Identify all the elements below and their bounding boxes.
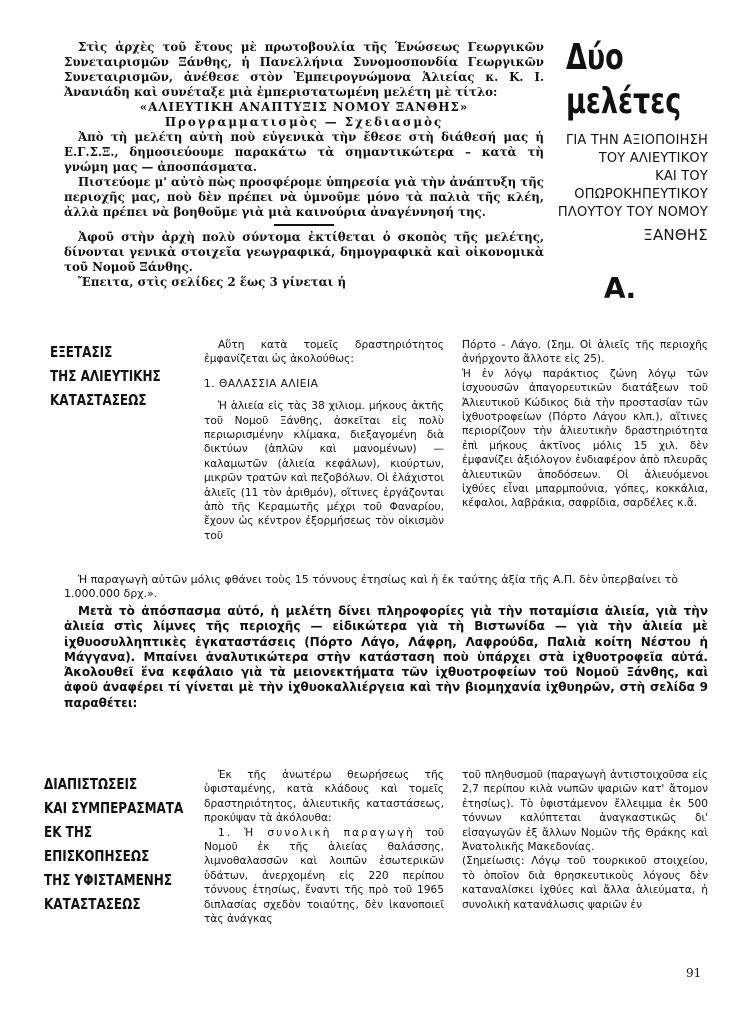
column-2-paragraph-2: Ἡ ἐν λόγῳ παράκτιος ζώνη λόγῳ τῶν ἰσχυουσῶν ἀπαγορευτικῶν διατάξεων τοῦ Ἁλιευτικοῦ Κώδικος διὰ τὴν προστασίαν τῶν ἰχθυοτροφείων (Πόρτο Λάγου κλπ.), αἵτινες περιορίζουν τὴν ἁλιευτικὴν δραστηριότητα ἐπὶ μήκους ἀκτῖνος μόλις 15 χιλ. δὲν ἐμφανίζει ἀξιόλογον ἐνδιαφέρον ἀπὸ πλευρᾶς ἁλιευτικῶν ἀποδόσεων. Οἱ ἁλιευόμενοι ἰχθύες εἶναι μπαρμπούνια, γόπες, κοκκάλια, κέφαλοι, λαβράκια, σαφρίδια, σαρδέλες κ.ἄ. bbox=[462, 367, 708, 510]
column-2-paragraph-1: Πόρτο - Λάγο. (Σημ. Οἱ ἁλιεῖς τῆς περιοχῆς ἀνήρχοντο ἄλλοτε εἰς 25). bbox=[462, 339, 708, 366]
heading-line: ΕΠΙΣΚΟΠΗΣΕΩΣ bbox=[44, 847, 150, 865]
subheadline-line: ΓΙΑ ΤΗΝ ΑΞΙΟΠΟΙΗΣΗ bbox=[565, 133, 708, 148]
heading-line: ΚΑΤΑΣΤΑΣΕΩΣ bbox=[50, 391, 147, 409]
section-divider bbox=[274, 224, 334, 226]
heading-line: ΚΑΤΑΣΤΑΣΕΩΣ bbox=[44, 895, 141, 913]
subheadline-line: ΞΑΝΘΗΣ bbox=[643, 226, 708, 244]
intro-paragraph-2: Ἀπὸ τὴ μελέτη αὐτὴ ποὺ εὐγενικὰ τὴν ἔθεσε στὴ διάθεσή μας ἡ Ε.Γ.Σ.Ξ., δημοσιεύουμε παρακάτω τὰ σημαντικώτερα – κατὰ τὴ γνώμη μας — ἀποσπάσματα. bbox=[64, 130, 544, 174]
article-headline bbox=[566, 36, 682, 124]
summary-paragraph: Μετὰ τὸ ἀπόσπασμα αὐτό, ἡ μελέτη δίνει πληροφορίες γιὰ τὴν ποταμίσια ἁλιεία, γιὰ τὴν ἁλιεία στὶς λίμνες τῆς περιοχῆς — εἰδικώτερα γιὰ τὴ Βιστωνίδα — γιὰ τὴν ἁλιεία μὲ ἰχθυοσυλληπτικὲς ἐγκαταστάσεις (Πόρτο Λάγο, Λάφρη, Λαφρούδα, Παλιὰ κοίτη Νέστου ἡ Μάγγανα). Μπαίνει ἀναλυτικώτερα στὴν κατάσταση ποὺ ὑπάρχει στὰ ἰχθυοτροφεῖα αὐτά. Ἀκολουθεῖ ἕνα κεφάλαιο γιὰ τὰ μειονεκτήματα τῶν ἰχθυοτροφείων τοῦ Νομοῦ Ξάνθης, καὶ ἀφοῦ ἀναφέρει τί γίνεται μὲ τὴν ἰχθυοκαλλιέργεια καὶ τὴν βιομηχανία ἰχθυηρῶν, στὴ σελίδα 9 παραθέτει: bbox=[64, 604, 708, 710]
intro-paragraph-5: Ἔπειτα, στὶς σελίδες 2 ἕως 3 γίνεται ἡ bbox=[78, 275, 347, 289]
total-production-text: τοῦ Νομοῦ ἐκ τῆς ἁλιείας θαλάσσης, λιμνοθαλασσῶν καὶ λοιπῶν ἐσωτερικῶν ὑδάτων, ἀνερχομένη εἰς 220 περίπου τόννους ἐτησίως, ἔναντι τῆς πρὸ τοῦ 1965 διπλασίας σχεδὸν τοιαύτης, δὲν ἱκανοποιεῖ τὰς ἀνάγκας bbox=[204, 826, 445, 926]
article-subheadline bbox=[556, 132, 708, 244]
column-1 bbox=[204, 338, 444, 543]
section-heading-examination bbox=[50, 340, 194, 412]
heading-line: ΚΑΙ ΣΥΜΠΕΡΑΣΜΑΤΑ bbox=[44, 799, 184, 817]
intro-paragraph-3: Πιστεύομε μ' αὐτὸ πὼς προσφέρομε ὑπηρεσία γιὰ τὴν ἀνάπτυξη τῆς περιοχῆς μας, ποὺ δὲν πρέπει νὰ ὑμνοῦμε μόνο τὰ παλιὰ τῆς κλέη, ἀλλὰ πρέπει νὰ βοηθοῦμε γιὰ μιὰ καινούρια ἀναγέννησή της. bbox=[64, 175, 544, 219]
subheadline-line: ΠΛΟΥΤΟΥ ΤΟΥ ΝΟΜΟΥ bbox=[557, 205, 708, 220]
intro-paragraph-1: Στὶς ἀρχὲς τοῦ ἔτους μὲ πρωτοβουλία τῆς Ἑνώσεως Γεωργικῶν Συνεταιρισμῶν Ξάνθης, ἡ Πανελλήνια Συνομοσπονδία Γεωργικῶν Συνεταιρισμῶν, ἀνέθεσε στὸν Ἐμπειρογνώμονα Ἁλιείας κ. Κ. Ι. Ἀνανιάδη καὶ συνέταξε μιὰ ἐμπεριστατωμένη μελέτη μὲ τίτλο: bbox=[64, 40, 544, 99]
column-3-paragraph-1: Ἐκ τῆς ἀνωτέρω θεωρήσεως τῆς ὑφισταμένης, κατὰ κλάδους καὶ τομεῖς δραστηριότητος, ἁλιευτικῆς καταστάσεως, προκύψαν τὰ ἀκόλουθα: bbox=[204, 769, 444, 825]
production-note-text: Ἡ παραγωγὴ αὐτῶν μόλις φθάνει τοὺς 15 τόννους ἐτησίως καὶ ἡ ἐκ ταύτης ἀξία τῆς Α.Π. δὲν ὑπερβαίνει τὸ 1.000.000 δρχ.». bbox=[64, 573, 678, 600]
column-4 bbox=[462, 768, 708, 912]
subheadline-line: ΤΟΥ ΑΛΙΕΥΤΙΚΟΥ bbox=[598, 151, 708, 166]
column-1-paragraph-2: Ἡ ἁλιεία εἰς τὰς 38 χιλιομ. μήκους ἀκτῆς τοῦ Νομοῦ Ξάνθης, ἀσκεῖται εἰς πολὺ περιωρισμένην κλίμακα, διεξαγομένη διὰ δικτύων (ἁπλῶν καὶ μανομένων) — καλαμωτῶν (ἁλιεία κεφάλων), κιούρτων, μικρῶν τρατῶν καὶ πεζοβόλων. Οἱ ἐλάχιστοι ἁλιεῖς (11 τὸν ἀριθμόν), οἵτινες ἐργάζονται ἀπὸ τῆς Κεραμωτῆς μέχρι τοῦ Φαναρίου, ἔχουν ὡς κέντρον ἐξορμήσεως τὸν οἰκισμὸν τοῦ bbox=[204, 400, 444, 542]
subsection-heading-sea-fishing: 1. ΘΑΛΑΣΣΙΑ ΑΛΙΕΙΑ bbox=[204, 377, 319, 390]
heading-line: ΤΗΣ ΑΛΙΕΥΤΙΚΗΣ bbox=[50, 367, 161, 385]
heading-line: ΔΙΑΠΙΣΤΩΣΕΙΣ bbox=[44, 775, 138, 793]
section-heading-findings bbox=[44, 772, 204, 916]
column-4-paragraph-2: (Σημείωσις: Λόγῳ τοῦ τουρκικοῦ στοιχείου, τὸ ὁποῖον διὰ θρησκευτικοὺς λόγους δὲν καταναλίσκει ἰχθύες καὶ ἄλλα ἁλιεύματα, ἡ συνολικὴ κατανάλωσις ψαριῶν ἐν bbox=[462, 855, 708, 911]
intro-text bbox=[64, 40, 544, 290]
heading-line: ΤΗΣ ΥΦΙΣΤΑΜΕΝΗΣ bbox=[44, 871, 173, 889]
study-subtitle: Προγραμματισμὸς — Σχεδιασμὸς bbox=[164, 115, 444, 129]
column-2 bbox=[462, 338, 708, 511]
subheadline-line: ΟΠΩΡΟΚΗΠΕΥΤΙΚΟΥ bbox=[574, 187, 708, 202]
production-note bbox=[64, 573, 712, 601]
subheadline-line: ΚΑΙ ΤΟΥ bbox=[655, 169, 708, 184]
column-3 bbox=[204, 768, 444, 926]
headline-line-2: μελέτες bbox=[566, 81, 682, 122]
total-production-lead: 1. Ἡ συνολικὴ παραγωγὴ bbox=[218, 826, 415, 839]
headline-line-1: Δύο bbox=[566, 37, 624, 78]
intro-paragraph-4: Ἀφοῦ στὴν ἀρχὴ πολὺ σύντομα ἐκτίθεται ὁ σκοπὸς τῆς μελέτης, δίνονται γενικὰ στοιχεῖα γεωγραφικά, δημογραφικὰ καὶ οἰκονομικὰ τοῦ Νομοῦ Ξάνθης. bbox=[64, 230, 544, 274]
column-1-paragraph-1: Αὕτη κατὰ τομεῖς δραστηριότητος ἐμφανίζεται ὡς ἀκολούθως: bbox=[204, 339, 444, 366]
heading-line: ΕΚ ΤΗΣ bbox=[44, 823, 93, 841]
column-3-paragraph-2 bbox=[204, 826, 444, 927]
column-4-paragraph-1: τοῦ πληθυσμοῦ (παραγωγὴ ἀντιστοιχοῦσα εἰς 2,7 περίπου κιλὰ νωπῶν ψαριῶν κατ' ἄτομον ἐτησίως). Τὸ ὑφιστάμενον ἔλλειμμα ἐκ 500 τόννων καλύπτεται ἀναγκαστικῶς δι' εἰσαγωγῶν ἐξ ἄλλων Νομῶν τῆς Θράκης καὶ Ἀνατολικῆς Μακεδονίας. bbox=[462, 769, 708, 854]
heading-line: ΕΞΕΤΑΣΙΣ bbox=[50, 343, 113, 361]
study-title: «ΑΛΙΕΥΤΙΚΗ ΑΝΑΠΤΥΞΙΣ ΝΟΜΟΥ ΞΑΝΘΗΣ» bbox=[139, 100, 469, 114]
page-number: 91 bbox=[686, 966, 702, 980]
section-letter: Α. bbox=[603, 272, 637, 305]
summary-text bbox=[64, 604, 708, 711]
